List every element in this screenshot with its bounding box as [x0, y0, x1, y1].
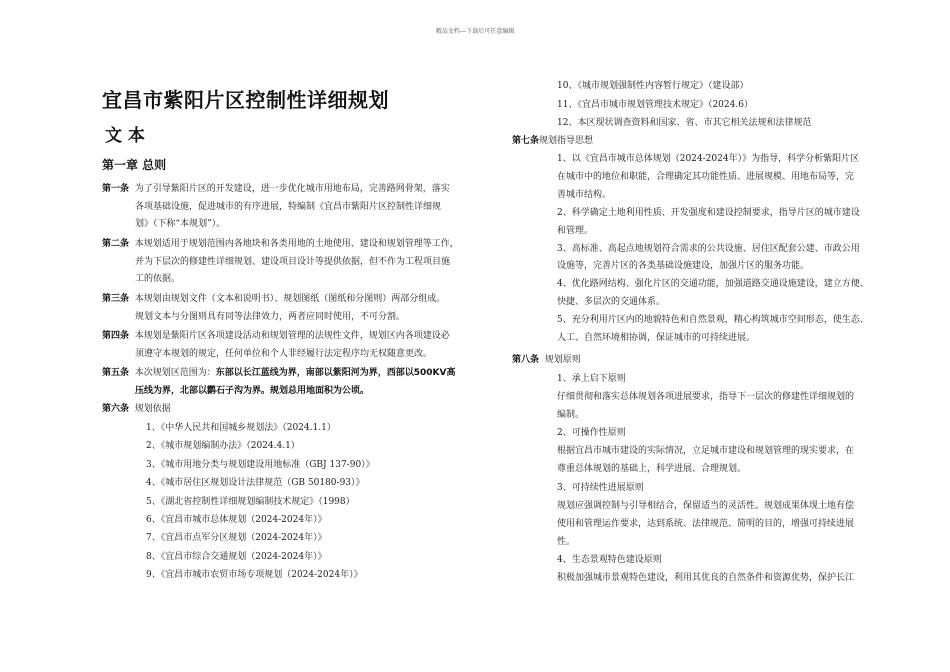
guiding-line: 在城市中的地位和职能，合理确定其功能性质、进展规模、用地布局等，完 [557, 171, 855, 182]
guiding-line: 5、充分利用片区内的地貌特色和自然景观，精心构筑城市空间形态，使生态、 [557, 315, 869, 326]
principle-line: 根据宜昌市城市建设的实际情况，立足城市建设和规划管理的现实要求，在 [557, 446, 855, 457]
basis-item: 6、《宜昌市城市总体规划（2024-2024年）》 [146, 515, 327, 526]
basis-item: 3、《城市用地分类与规划建设用地标准（GBJ 137-90）》 [146, 459, 375, 470]
article-1 [102, 181, 502, 234]
guiding-line: 快捷、多层次的交通体系。 [557, 297, 666, 308]
guiding-line: 和管理。 [557, 225, 594, 236]
principle-line: 4、生态景观特色建设原则 [557, 554, 662, 565]
article-8-label: 第八条 [512, 355, 540, 365]
chapter-heading: 第一章 总则 [102, 158, 167, 172]
article-7-heading: 规划指导思想 [539, 136, 594, 146]
article-8-heading: 规划原则 [544, 355, 581, 365]
article-5-boundary: 压线为界，北部以鹳石子沟为界。规划总用地面积为公顷。 [135, 385, 370, 396]
article-2-line: 并为下层次的修建性详细规划、建设项目设计等提供依据，但不作为工程项目施 [135, 256, 451, 267]
principle-line: 编制。 [557, 410, 585, 421]
article-4 [102, 328, 502, 363]
document-subtitle: 文 本 [105, 126, 145, 146]
principle-line: 仔细贯彻和落实总体规划各项进展要求，指导下一层次的修建性详细规划的 [557, 392, 855, 403]
basis-item: 2、《城市规划编制办法》（2024.4.1） [146, 441, 300, 452]
principle-line: 规划应强调控制与引导相结合，保留适当的灵活性。规划成果体现土地有偿 [557, 500, 855, 511]
article-5-intro: 本次规划区范围为： [134, 368, 216, 378]
article-2-line: 本规划适用于规划范围内各地块和各类用地的土地使用、建设和规划管理等工作， [134, 239, 459, 249]
principle-line: 2、可操作性原则 [557, 428, 626, 439]
article-4-line: 须遵守本规划的规定，任何单位和个人非经履行法定程序均无权随意更改。 [135, 348, 433, 359]
article-4-line: 本规划是紫阳片区各项建设活动和规划管理的法规性文件，规划区内各项建设必 [134, 331, 450, 341]
basis-list [146, 419, 506, 585]
article-1-line: 划》（下称“本规划”）。 [135, 219, 226, 230]
article-5 [102, 365, 512, 400]
principle-line: 使用和管理运作要求，达到系统、法律规范、简明的目的，增强可持续进展 [557, 518, 855, 529]
article-4-label: 第四条 [102, 331, 130, 341]
basis-item: 7、《宜昌市点军分区规划（2024-2024年）》 [146, 533, 327, 544]
article-1-line: 为了引导紫阳片区的开发建设，进一步优化城市用地布局，完善路网骨架，落实 [134, 184, 450, 194]
article-6-heading: 规划依据 [134, 404, 171, 414]
basis-list-continued [557, 77, 897, 133]
principle-line: 性。 [557, 536, 576, 547]
guiding-line: 2、科学确定土地利用性质、开发强度和建设控制要求，指导片区的城市建设 [557, 207, 860, 218]
principle-line: 尊重总体规划的基础上，科学进展、合理规划。 [557, 464, 747, 475]
article-3-line: 本规划由规划文件（文本和说明书）、规划图纸（图纸和分图则）两部分组成。 [134, 294, 446, 304]
basis-item: 9、《宜昌市城市农贸市场专项规划（2024-2024年）》 [146, 570, 363, 581]
article-3 [102, 291, 502, 326]
guiding-line: 4、优化路网结构、强化片区的交通功能，加强道路交通设施建设，建立方便、 [557, 279, 869, 290]
planning-principles [557, 370, 897, 587]
guiding-line: 3、高标准、高起点地规划符合需求的公共设施、居住区配套公建、市政公用 [557, 243, 860, 254]
article-5-boundary: 东部以长江蓝线为界，南部以紫阳河为界，西部以500KV高 [215, 368, 456, 378]
principle-line: 3、可持续性进展原则 [557, 482, 644, 493]
basis-item: 8、《宜昌市综合交通规划（2024-2024年）》 [146, 551, 327, 562]
guiding-ideas [557, 151, 897, 348]
basis-item: 10、《城市规划强制性内容暂行规定》（建设部） [557, 81, 749, 91]
guiding-line: 设施等，完善片区的各类基础设施建设，加强片区的服务功能。 [557, 261, 810, 272]
article-2-label: 第二条 [102, 239, 130, 249]
guiding-line: 善城市结构。 [557, 189, 612, 200]
article-1-line: 各项基础设施，促进城市的有序进展，特编制《宜昌市紫阳片区控制性详细规 [135, 201, 442, 212]
article-7 [512, 133, 892, 151]
article-6-label: 第六条 [102, 404, 130, 414]
article-7-label: 第七条 [512, 136, 540, 146]
page-header: 精品文档---下载后可任意编辑 [435, 28, 515, 35]
principle-line: 1、承上启下原则 [557, 374, 626, 384]
document-title: 宜昌市紫阳片区控制性详细规划 [102, 88, 389, 112]
article-6 [102, 401, 502, 419]
basis-item: 4、《城市居住区规划设计法律规范（GB 50180-93）》 [146, 478, 365, 489]
basis-item: 1、《中华人民共和国城乡规划法》（2024.1.1） [146, 423, 336, 433]
basis-item: 5、《湖北省控制性详细规划编制技术规定》（1998） [146, 496, 355, 507]
guiding-line: 1、以《宜昌市城市总体规划（2024-2024年）》为指导，科学分析紫阳片区 [557, 154, 860, 164]
article-2-line: 工的依据。 [135, 274, 181, 285]
article-2 [102, 236, 502, 289]
basis-item: 12、本区现状调查资料和国家、省、市其它相关法规和法律规范 [557, 118, 812, 129]
article-3-line: 规划文本与分图则具有同等法律效力，两者应同时使用，不可分割。 [135, 311, 406, 322]
guiding-line: 人工、自然环境相协调，保证城市的可持续进展。 [557, 333, 756, 344]
article-5-label: 第五条 [102, 368, 130, 378]
article-8 [512, 352, 892, 370]
principle-line: 积极加强城市景观特色建设，利用其优良的自然条件和资源优势，保护长江 [557, 573, 855, 584]
basis-item: 11、《宜昌市城市规划管理技术规定》（2024.6） [557, 99, 753, 110]
article-1-label: 第一条 [102, 184, 130, 194]
article-3-label: 第三条 [102, 294, 130, 304]
